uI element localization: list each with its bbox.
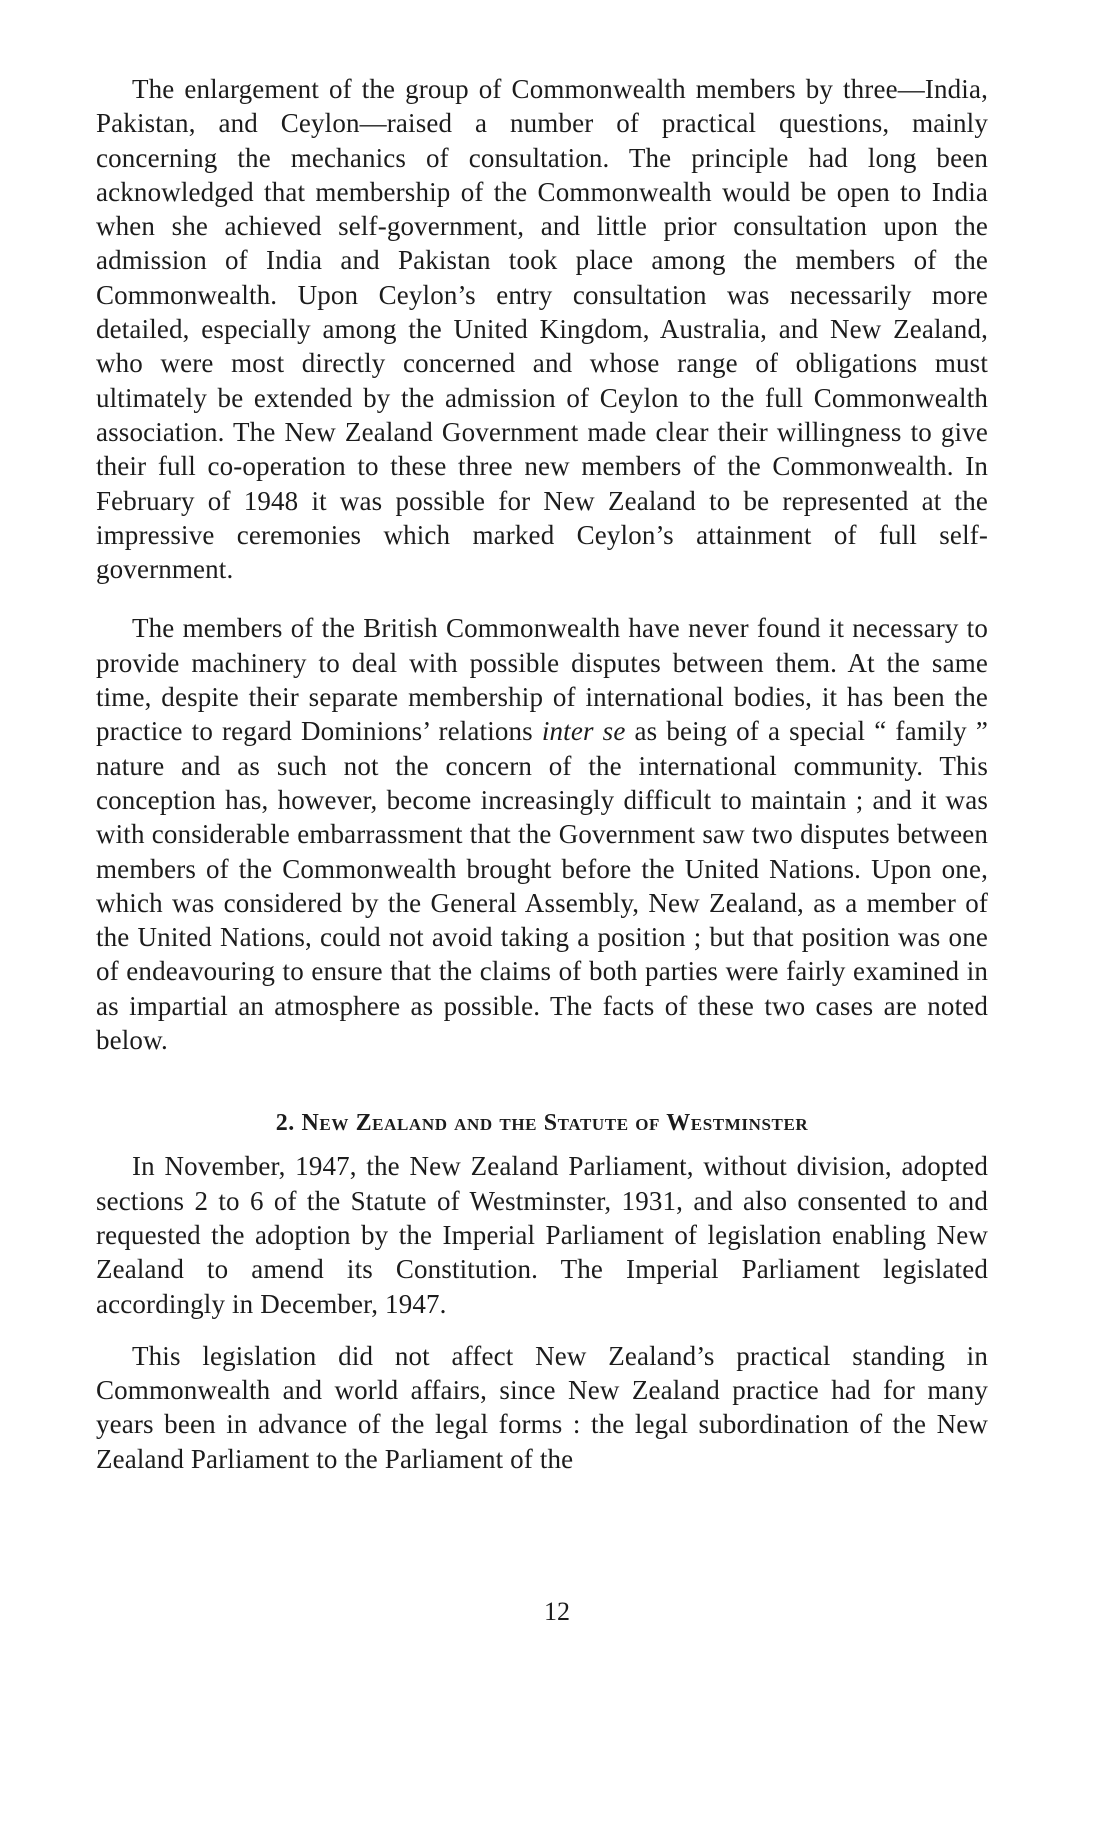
italic-phrase: inter se: [541, 716, 626, 747]
section-heading: 2. New Zealand and the Statute of Westminster: [275, 1110, 809, 1137]
paragraph-text: as being of a special “ family ” nature and as such not the concern of the international community. This conception has, however, become increasingly difficult to maintain ; and it was with considerable embarrassment that the Government saw two disputes between members of the Commonwealth brought before the United Nations. Upon one, which was considered by the General Assembly, New Zealand, as a member of the United Nations, could not avoid taking a position ; but that position was one of endeavouring to ensure that the claims of both parties were fairly examined in as impartial an atmosphere as possible. The facts of these two cases are noted below.: [96, 716, 989, 1056]
paragraph-text: The members of the British Commonwealth have never found it necessary to provide machinery to deal with possible disputes between them. At the same time, despite their separate membership of international bodies, it has been the practice to regard Dominions’ relations: [96, 613, 988, 747]
page-number: 12: [544, 1597, 570, 1626]
paragraph-commonwealth-enlargement: The enlargement of the group of Commonwealth members by three—India, Pakistan, and Ceylon—raised a number of practical questions, mainly concerning the mechanics of consultation. The principle had long been acknowledged that membership of the Commonwealth would be open to India when she achieved self-government, and little prior consultation upon the admission of India and Pakistan took place among the members of the Commonwealth. Upon Ceylon’s entry consultation was necessarily more detailed, especially among the United Kingdom, Australia, and New Zealand, who were most directly concerned and whose range of obligations must ultimately be extended by the admission of Ceylon to the full Commonwealth association. The New Zealand Government made clear their willingness to give their full co-operation to these three new members of the Commonwealth. In February of 1948 it was possible for New Zealand to be represented at the impressive ceremonies which marked Ceylon’s attainment of full self-government.: [96, 74, 988, 585]
paragraph-commonwealth-disputes: [96, 611, 988, 1057]
paragraph-legislation-effect: This legislation did not affect New Zealand’s practical standing in Commonwealth and world affairs, since New Zealand practice had for many years been in advance of the legal forms : the legal subordination of the New Zealand Parliament to the Parliament of the: [96, 1340, 988, 1474]
page-body: [96, 72, 988, 1476]
paragraph-statute-adoption: In November, 1947, the New Zealand Parliament, without division, adopted sections 2 to 6 of the Statute of Westminster, 1931, and also consented to and requested the adoption by the Imperial Parliament of legislation enabling New Zealand to amend its Constitution. The Imperial Parliament legislated accordingly in December, 1947.: [96, 1151, 988, 1319]
